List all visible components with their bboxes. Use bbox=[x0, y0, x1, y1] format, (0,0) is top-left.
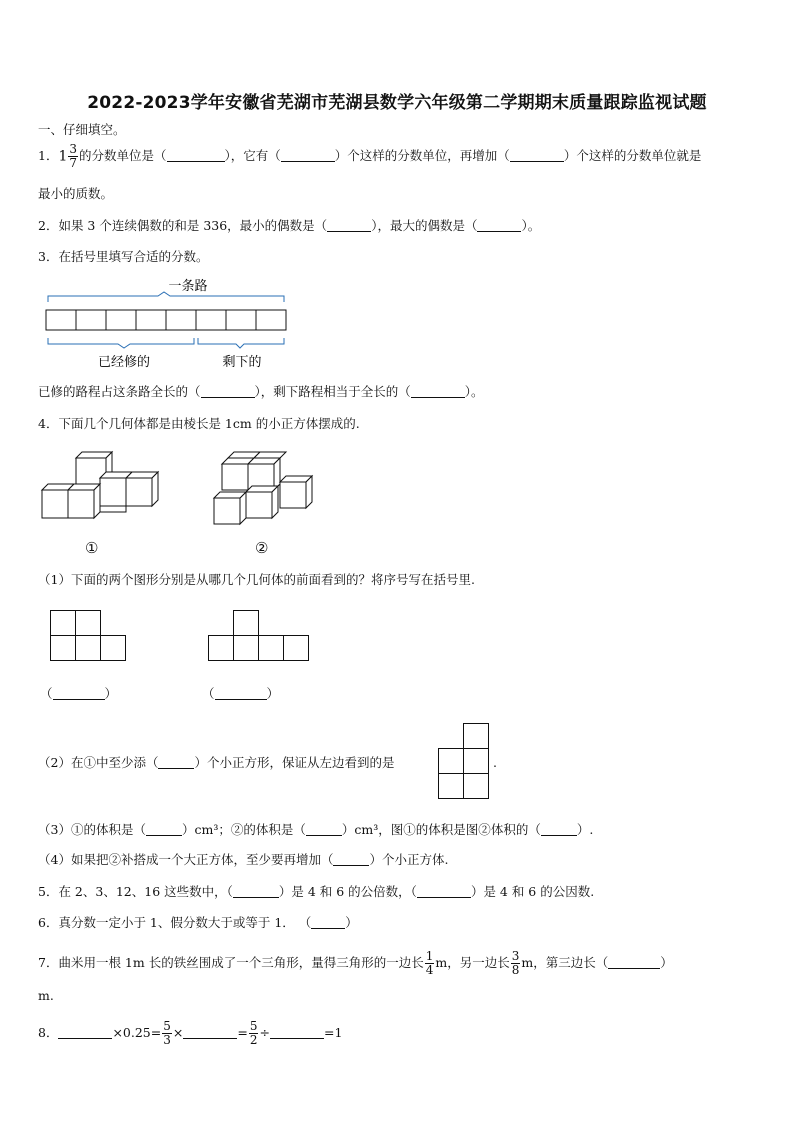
fraction: $\frac{5}{2}$ bbox=[249, 1019, 258, 1047]
road-diagram bbox=[40, 274, 300, 372]
front-view-b bbox=[208, 610, 314, 664]
answer-blank[interactable] bbox=[477, 219, 521, 232]
question-6: 6．真分数一定小于 1、假分数大于或等于 1． （ ） bbox=[38, 915, 358, 930]
answer-blank[interactable] bbox=[327, 219, 371, 232]
subquestion-3: （3）①的体积是（ ）cm³；②的体积是（ ）cm³，图①的体积是图②体积的（ ）. bbox=[38, 822, 594, 837]
answer-blank[interactable] bbox=[417, 885, 471, 898]
solid-1-label: ① bbox=[85, 539, 99, 557]
answer-blank[interactable] bbox=[311, 916, 345, 929]
answer-blank[interactable] bbox=[201, 385, 255, 398]
answer-blank[interactable] bbox=[510, 149, 564, 162]
answer-blank[interactable] bbox=[541, 823, 577, 836]
front-view-a bbox=[50, 610, 130, 664]
remaining-label: 剩下的 bbox=[222, 355, 262, 370]
road-brace bbox=[48, 292, 284, 302]
answer-blank[interactable] bbox=[233, 885, 279, 898]
question-1-continued: 最小的质数。 bbox=[38, 186, 114, 201]
solid-2 bbox=[210, 448, 320, 528]
fraction: $\frac{3}{7}$ bbox=[69, 142, 78, 170]
answer-blank[interactable] bbox=[183, 1026, 237, 1039]
answer-blank[interactable] bbox=[333, 853, 369, 866]
question-3: 3．在括号里填写合适的分数。 bbox=[38, 249, 209, 264]
fraction: $\frac{1}{4}$ bbox=[425, 949, 434, 977]
answer-paren-b: （ ） bbox=[202, 686, 280, 701]
repaired-label: 已经修的 bbox=[97, 355, 151, 370]
answer-blank[interactable] bbox=[167, 149, 225, 162]
subquestion-2-end: . bbox=[493, 755, 497, 770]
repaired-brace bbox=[48, 338, 194, 348]
answer-blank[interactable] bbox=[215, 687, 267, 700]
section-heading: 一、仔细填空。 bbox=[38, 122, 126, 137]
road-label: 一条路 bbox=[168, 279, 208, 294]
solid-2-label: ② bbox=[255, 539, 269, 557]
remaining-brace bbox=[198, 338, 284, 348]
fraction: $\frac{5}{3}$ bbox=[163, 1019, 171, 1047]
answer-blank[interactable] bbox=[281, 149, 335, 162]
answer-blank[interactable] bbox=[58, 1026, 112, 1039]
question-7: 7．曲米用一根 1m 长的铁丝围成了一个三角形，量得三角形的一边长 $\frac{1}{4}$ m，另一边长 $\frac{3}{8}$ m，第三边长（ ） bbox=[38, 949, 673, 977]
mixed-whole: 1 bbox=[58, 148, 68, 165]
question-4: 4．下面几个几何体都是由棱长是 1cm 的小正方体摆成的. bbox=[38, 416, 360, 431]
answer-blank[interactable] bbox=[306, 823, 342, 836]
answer-blank[interactable] bbox=[53, 687, 105, 700]
fraction: $\frac{3}{8}$ bbox=[511, 949, 520, 977]
answer-blank[interactable] bbox=[270, 1026, 324, 1039]
question-1: 1．1 $\frac{3}{7}$ 的分数单位是（ ），它有（ ）个这样的分数单位，再增加（ ）个这样的分数单位就是 bbox=[38, 142, 702, 170]
subquestion-1: （1）下面的两个图形分别是从哪几个几何体的前面看到的？将序号写在括号里. bbox=[38, 572, 475, 587]
answer-blank[interactable] bbox=[411, 385, 465, 398]
subquestion-2: （2）在①中至少添（ ）个小正方形，保证从左边看到的是 bbox=[38, 755, 395, 770]
solid-1 bbox=[40, 448, 165, 523]
page-title: 2022-2023学年安徽省芜湖市芜湖县数学六年级第二学期期末质量跟踪监视试题 bbox=[87, 93, 707, 113]
answer-paren-a: （ ） bbox=[40, 686, 118, 701]
answer-blank[interactable] bbox=[146, 823, 182, 836]
left-view-figure bbox=[438, 723, 490, 803]
subquestion-4: （4）如果把②补搭成一个大正方体，至少要再增加（ ）个小正方体. bbox=[38, 852, 449, 867]
question-number: 1． bbox=[38, 148, 59, 163]
question-3-answer: 已修的路程占这条路全长的（ ），剩下路程相当于全长的（ ）。 bbox=[38, 384, 484, 399]
question-7-continued: m. bbox=[38, 988, 54, 1003]
question-2: 2．如果 3 个连续偶数的和是 336，最小的偶数是（ ），最大的偶数是（ ）。 bbox=[38, 218, 541, 233]
answer-blank[interactable] bbox=[158, 756, 194, 769]
question-8: 8． ×0.25= $\frac{5}{3}$ × = $\frac{5}{2}$ ÷ =1 bbox=[38, 1019, 343, 1047]
answer-blank[interactable] bbox=[608, 956, 660, 969]
question-5: 5．在 2、3、12、16 这些数中，（ ）是 4 和 6 的公倍数，（ ）是 4 和 6 的公因数. bbox=[38, 884, 595, 899]
